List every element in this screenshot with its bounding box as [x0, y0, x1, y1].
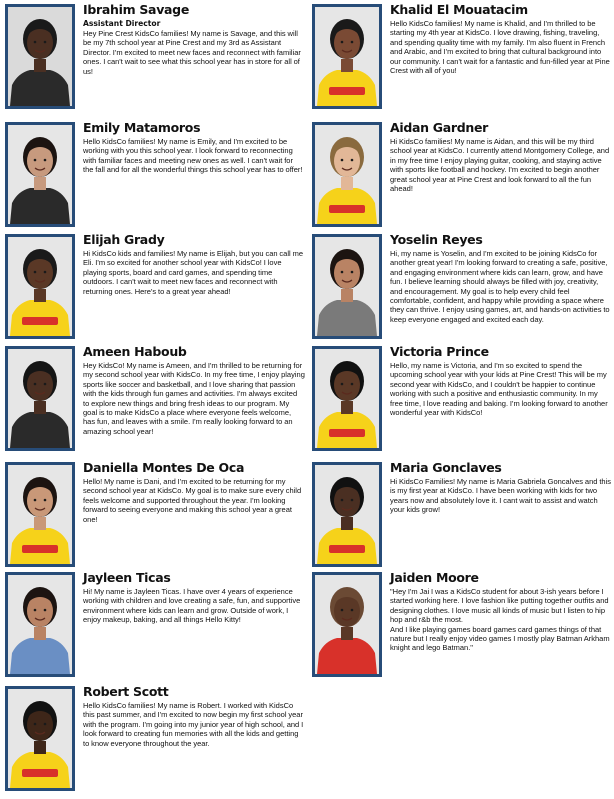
staff-text [390, 344, 612, 417]
person-photo [8, 689, 72, 788]
staff-role: Assistant Director [83, 19, 161, 28]
staff-bio: Hello, my name is Victoria, and I'm so excited to spend the upcoming school year with your kids at Pine Crest! This will be my second year with KidsCo, and I couldn't be happier to continue working with such a positive and enthusiastic community. In my free time, I love reading and baking. I'm looking forward to another wonderful year with KidsCo! [390, 361, 608, 418]
staff-photo [312, 122, 382, 227]
staff-name: Ibrahim Savage [83, 2, 190, 17]
staff-bio: Hi KidsCo families! My name is Aidan, and this will be my third school year at KidsCo. I currently attend Montgomery College, and in my free time I enjoy playing guitar, cooking, and staying active with sports like football and hockey. I'm excited to begin another great school year at Pine Crest and look forward to all the fun ahead! [390, 137, 610, 194]
staff-bio: Hi, my name is Yoselin, and I'm excited to be joining KidsCo for another great year! I'm looking forward to creating a safe, positive, and engaging environment where kids can learn, grow, and have fun. I believe learning should always be filled with joy, creativity, and encouragement. My goal is to help every child feel comfortable, confident, and happy while providing a space where they can thrive. I enjoy using games, art, and hands-on activities to keep everyone engaged and excited each day. [390, 249, 610, 324]
staff-photo [312, 346, 382, 451]
staff-text [83, 684, 305, 748]
staff-text [83, 232, 305, 296]
staff-text [390, 2, 612, 75]
staff-name: Victoria Prince [390, 344, 489, 359]
staff-text [390, 232, 612, 324]
person-photo [315, 349, 379, 448]
staff-text [83, 120, 305, 175]
right-column [307, 0, 611, 799]
staff-bio: Hey KidsCo! My name is Ameen, and I'm thrilled to be returning for my second school year with KidsCo. In my free time, I enjoy playing sports like soccer and basketball, and I love sharing that passion with the kids through fun games and activities. I'm always excited to explore new things and bring fresh ideas to our program. My goal is to make KidsCo a place where everyone feels welcome, has fun, and leaves with a smile. I'm really looking forward to an amazing school year! [83, 361, 305, 436]
person-photo [8, 237, 72, 336]
staff-photo [5, 234, 75, 339]
person-photo [315, 125, 379, 224]
staff-photo [5, 462, 75, 567]
staff-name: Jaiden Moore [390, 570, 479, 585]
staff-bio: Hi KidsCo kids and families! My name is Elijah, but you can call me Eli. I'm so excited for another school year with KidsCo! I love playing sports, board and card games, and spending time outdoors. I can't wait to meet new faces and reconnect with returning ones. Here's to a great year ahead! [83, 249, 303, 296]
staff-photo [312, 4, 382, 109]
staff-bio: Hello KidsCo families! My name is Robert. I worked with KidsCo this past summer, and I'm excited to now begin my first school year with the program. I'm going into my junior year of high school, and I look forward to creating fun memories with all the kids and getting to know everyone throughout the year. [83, 701, 304, 748]
person-photo [8, 575, 72, 674]
staff-text [390, 570, 612, 653]
staff-bio: Hello! My name is Dani, and I'm excited to be returning for my second school year at KidsCo. My goal is to make sure every child feels welcome and supported throughout the year. I'm looking forward to seeing everyone and making this school year a great one! [83, 477, 302, 524]
staff-photo [312, 234, 382, 339]
staff-name: Robert Scott [83, 684, 169, 699]
staff-bio: Hello KidsCo families! My name is Khalid, and I'm thrilled to be starting my 4th year at KidsCo. I love drawing, fishing, traveling, and spending quality time with my family. I'm also fluent in French and Arabic, and I'm excited to bring that cultural background into our community. I can't wait for a fantastic and fun-filled year at Pine Crest with all of you! [390, 19, 610, 76]
staff-name: Emily Matamoros [83, 120, 201, 135]
person-photo [315, 7, 379, 106]
staff-photo [5, 122, 75, 227]
staff-name: Ameen Haboub [83, 344, 187, 359]
staff-bio: Hi KidsCo Families! My name is Maria Gabriela Goncalves and this is my first year at KidsCo. I have been working with kids for two years now and absolutely love it. I cant wait to assist and watch your kids grow! [390, 477, 611, 515]
staff-name: Aidan Gardner [390, 120, 489, 135]
staff-text [83, 460, 305, 524]
staff-text [83, 344, 305, 436]
staff-bio: Hi! My name is Jayleen Ticas. I have over 4 years of experience working with children and love creating a safe, fun, and supportive environment where kids can learn and grow. Outside of work, I enjoy makeup, baking, and all things Hello Kitty! [83, 587, 301, 625]
staff-photo [312, 462, 382, 567]
person-photo [8, 125, 72, 224]
staff-name: Khalid El Mouatacim [390, 2, 528, 17]
person-photo [315, 465, 379, 564]
staff-text [83, 2, 305, 76]
staff-photo [5, 686, 75, 791]
staff-photo [312, 572, 382, 677]
staff-photo [5, 4, 75, 109]
staff-name: Yoselin Reyes [390, 232, 483, 247]
staff-photo [5, 346, 75, 451]
staff-name: Maria Gonclaves [390, 460, 502, 475]
person-photo [8, 7, 72, 106]
staff-text [390, 460, 612, 515]
staff-name: Elijah Grady [83, 232, 165, 247]
person-photo [8, 465, 72, 564]
staff-text [390, 120, 612, 193]
staff-text [83, 570, 305, 625]
person-photo [8, 349, 72, 448]
staff-bio: "Hey I'm Jai I was a KidsCo student for about 3-ish years before I started working here. I love fashion like putting together outfits and designing clothes. I love music all kinds of music but I listen to hip hop and r&b the most. And I like playing games board games card games things of that nature but I really enjoy video games I mostly play Batman Arkham knight and lego Batman." [390, 587, 610, 653]
staff-name: Jayleen Ticas [83, 570, 171, 585]
staff-bio: Hello KidsCo families! My name is Emily, and I'm excited to be working with you this school year. I look forward to reconnecting with familiar faces and meeting new ones as well. I can't wait for the fall and for all the wonderful things this school year has to offer! [83, 137, 303, 175]
staff-bio: Hey Pine Crest KidsCo families! My name is Savage, and this will be my 7th school year at Pine Crest and my 3rd as Assistant Director. I'm excited to meet new faces and reconnect with familiar ones. I can't wait to see what this school year has in store for all of us! [83, 29, 301, 76]
person-photo [315, 575, 379, 674]
person-photo [315, 237, 379, 336]
staff-photo [5, 572, 75, 677]
left-column [0, 0, 305, 799]
staff-name: Daniella Montes De Oca [83, 460, 245, 475]
